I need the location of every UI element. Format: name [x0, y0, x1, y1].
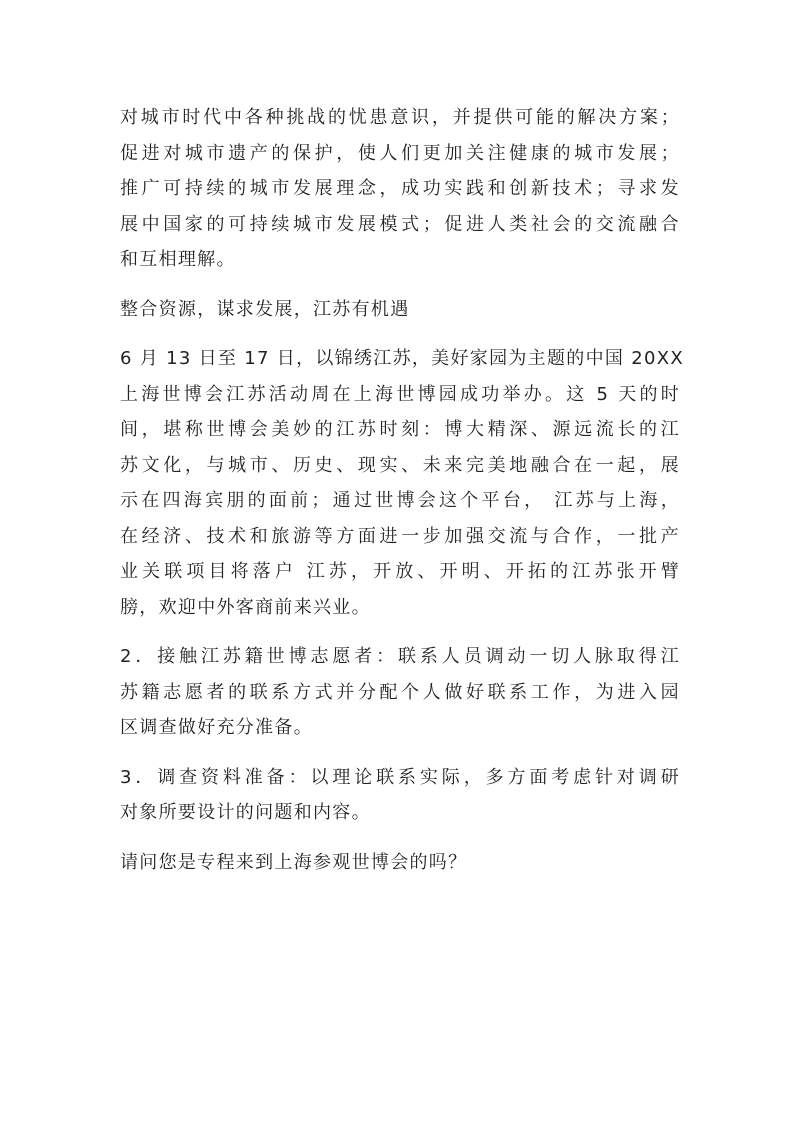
text-line: 整合资源，谋求发展，江苏有机遇 — [120, 298, 410, 320]
text-line: 2．接触江苏籍世博志愿者：联系人员调动一切人脉取得江 — [120, 646, 680, 667]
text-line: 区调查做好充分准备。 — [120, 717, 313, 738]
text-line: 和互相理解。 — [120, 249, 236, 270]
text-line: 间，堪称世博会美妙的江苏时刻：博大精深、源远流长的江 — [120, 419, 680, 440]
text-line: 苏籍志愿者的联系方式并分配个人做好联系工作，为进入园 — [120, 681, 680, 703]
text-line: 上海世博会江苏活动周在上海世博园成功举办。这 5 天的时 — [120, 383, 680, 405]
text-line: 3．调查资料准备：以理论联系实际，多方面考虑针对调研 — [120, 766, 680, 788]
survey-question — [120, 845, 680, 881]
text-line: 推广可持续的城市发展理念，成功实践和创新技术；寻求发 — [120, 178, 680, 199]
text-line: 苏文化，与城市、历史、现实、未来完美地融合在一起，展 — [120, 454, 680, 476]
text-line: 展中国家的可持续城市发展模式；促进人类社会的交流融合 — [120, 213, 680, 235]
text-line: 在经济、技术和旅游等方面进一步加强交流与合作，一批产 — [120, 525, 680, 547]
text-line: 对城市时代中各种挑战的忧患意识，并提供可能的解决方案； — [120, 107, 680, 128]
text-line: 促进对城市遗产的保护，使人们更加关注健康的城市发展； — [120, 142, 680, 164]
text-line: 请问您是专程来到上海参观世博会的吗？ — [120, 851, 468, 873]
text-line: 业关联项目将落户 江苏，开放、开明、开拓的江苏张开臂 — [120, 561, 680, 582]
text-line: 对象所要设计的问题和内容。 — [120, 802, 371, 823]
paragraph-jiangsu-week — [120, 341, 684, 625]
list-item-2-volunteers — [120, 639, 680, 746]
text-line: 示在四海宾朋的面前；通过世博会这个平台， 江苏与上海， — [120, 490, 680, 511]
document-body — [120, 100, 684, 894]
text-line: 膀，欢迎中外客商前来兴业。 — [120, 596, 371, 618]
section-heading-jiangsu-opportunity — [120, 292, 680, 328]
text-line: 6 月 13 日至 17 日，以锦绣江苏，美好家园为主题的中国 20XX — [120, 348, 684, 369]
list-item-3-materials — [120, 760, 680, 831]
paragraph-expo-goals — [120, 100, 680, 278]
